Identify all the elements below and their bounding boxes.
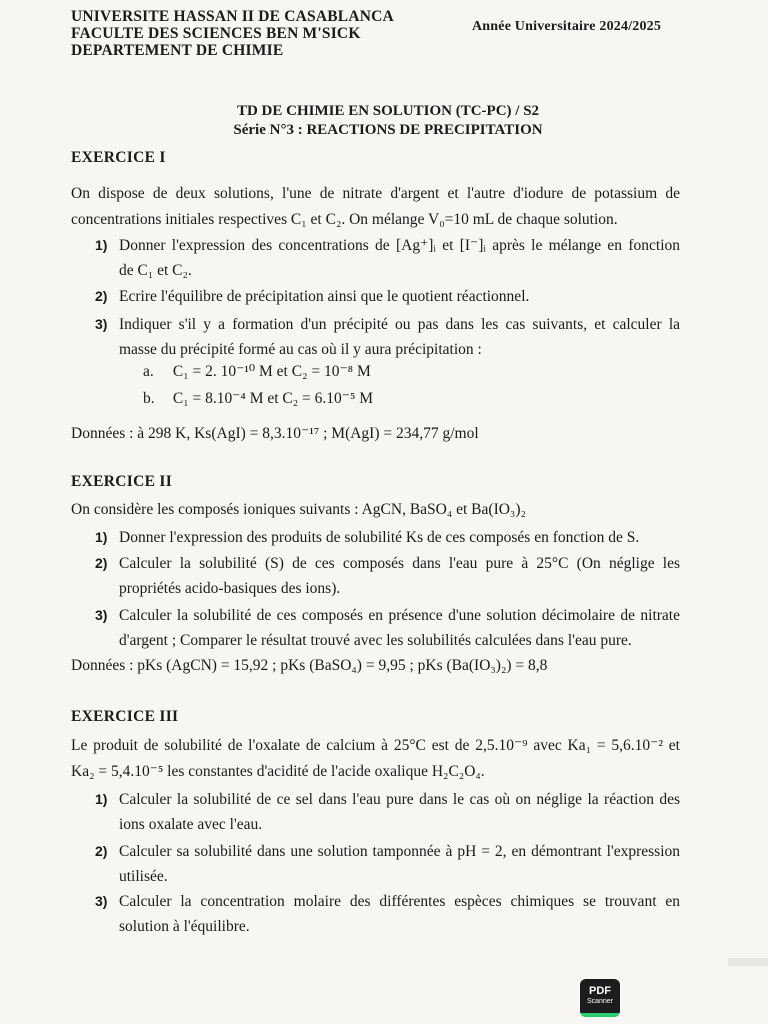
logo-text-pdf: PDF — [589, 985, 611, 997]
case-text: C₁ = 8.10⁻⁴ M et C₂ = 6.10⁻⁵ M — [172, 390, 374, 407]
intro-line: Ka₂ = 5,4.10⁻⁵ les constantes d'acidité de l'acide oxalique H₂C₂O₄. — [71, 763, 485, 780]
exercise-1-heading: EXERCICE I — [71, 149, 166, 166]
case-b — [143, 389, 373, 408]
question-line: solution à l'équilibre. — [119, 918, 250, 935]
pdf-scanner-logo — [580, 979, 620, 1017]
exercise-2-intro — [71, 497, 680, 523]
document-title — [0, 102, 768, 140]
case-text: C₁ = 2. 10⁻¹⁰ M et C₂ = 10⁻⁸ M — [172, 363, 371, 380]
exercise-3-question-2 — [95, 839, 680, 889]
exercise-1-data: Données : à 298 K, Ks(AgI) = 8,3.10⁻¹⁷ ; M(AgI) = 234,77 g/mol — [71, 425, 479, 442]
question-line: Calculer sa solubilité dans une solution tamponnée à pH = 2, en démontrant l'expression — [119, 843, 680, 860]
question-line: Indiquer s'il y a formation d'un précipité ou pas dans les cas suivants, et calculer la — [119, 316, 680, 333]
scan-edge-shadow — [728, 958, 768, 966]
intro-line: On considère les composés ioniques suivants : AgCN, BaSO₄ et Ba(IO₃)₂ — [71, 501, 526, 518]
question-number: 1) — [95, 529, 108, 545]
question-line: Donner l'expression des concentrations de [Ag⁺]ᵢ et [I⁻]ᵢ après le mélange en fonction — [119, 237, 680, 254]
logo-text-scanner: Scanner — [586, 998, 614, 1005]
exercise-2-question-1 — [95, 525, 680, 550]
question-line: de C₁ et C₂. — [119, 262, 192, 279]
question-line: ions oxalate avec l'eau. — [119, 816, 263, 833]
question-number: 3) — [95, 893, 108, 909]
question-number: 2) — [95, 288, 108, 304]
question-line: propriétés acido-basiques des ions). — [119, 580, 341, 597]
exercise-2-data: Données : pKs (AgCN) = 15,92 ; pKs (BaSO₄) = 9,95 ; pKs (Ba(IO₃)₂) = 8,8 — [71, 657, 548, 674]
exercise-3-question-1 — [95, 787, 680, 837]
question-line: Calculer la solubilité de ces composés en présence d'une solution décimolaire de nitrate — [119, 607, 680, 624]
exercise-2-question-3 — [95, 603, 680, 653]
title-line-2: Série N°3 : REACTIONS DE PRECIPITATION — [233, 122, 543, 138]
question-number: 3) — [95, 316, 108, 332]
question-number: 3) — [95, 607, 108, 623]
exercise-1-question-1 — [95, 233, 680, 283]
logo-accent-bar — [580, 1013, 620, 1017]
case-a — [143, 362, 371, 381]
case-label: b. — [143, 390, 155, 407]
question-line: Calculer la solubilité (S) de ces composés dans l'eau pure à 25°C (On néglige les — [119, 555, 680, 572]
question-line: Donner l'expression des produits de solubilité Ks de ces composés en fonction de S. — [119, 529, 640, 546]
case-label: a. — [143, 363, 154, 380]
question-line: utilisée. — [119, 868, 168, 885]
question-number: 1) — [95, 791, 108, 807]
exercise-1-question-2 — [95, 284, 680, 309]
question-line: d'argent ; Comparer le résultat trouvé avec les solubilités calculées dans l'eau pure. — [119, 632, 632, 649]
exercise-3-intro — [71, 733, 680, 785]
intro-line: On dispose de deux solutions, l'une de nitrate d'argent et l'autre d'iodure de potassium de — [71, 185, 680, 202]
faculty-name: FACULTE DES SCIENCES BEN M'SICK — [71, 25, 361, 42]
question-line: Calculer la concentration molaire des différentes espèces chimiques se trouvant en — [119, 893, 680, 910]
department-name: DEPARTEMENT DE CHIMIE — [71, 42, 284, 59]
question-line: masse du précipité formé au cas où il y aura précipitation : — [119, 341, 482, 358]
exercise-2-heading: EXERCICE II — [71, 473, 173, 490]
intro-line: Le produit de solubilité de l'oxalate de calcium à 25°C est de 2,5.10⁻⁹ avec Ka₁ = 5,6.10⁻² et — [71, 737, 680, 754]
exercise-3-question-3 — [95, 889, 680, 939]
question-number: 2) — [95, 843, 108, 859]
exercise-1-question-3 — [95, 312, 680, 362]
university-name: UNIVERSITE HASSAN II DE CASABLANCA — [71, 8, 394, 25]
institution-header — [71, 8, 394, 59]
exercise-1-intro — [71, 181, 680, 233]
question-line: Calculer la solubilité de ce sel dans l'eau pure dans le cas où on néglige la réaction des — [119, 791, 680, 808]
exercise-3-heading: EXERCICE III — [71, 708, 179, 725]
academic-year: Année Universitaire 2024/2025 — [472, 19, 662, 34]
exercise-2-question-2 — [95, 551, 680, 601]
intro-line: concentrations initiales respectives C₁ et C₂. On mélange V₀=10 mL de chaque solution. — [71, 211, 618, 228]
question-number: 1) — [95, 237, 108, 253]
title-line-1: TD DE CHIMIE EN SOLUTION (TC-PC) / S2 — [236, 103, 540, 119]
question-number: 2) — [95, 555, 108, 571]
question-line: Ecrire l'équilibre de précipitation ainsi que le quotient réactionnel. — [119, 288, 530, 305]
